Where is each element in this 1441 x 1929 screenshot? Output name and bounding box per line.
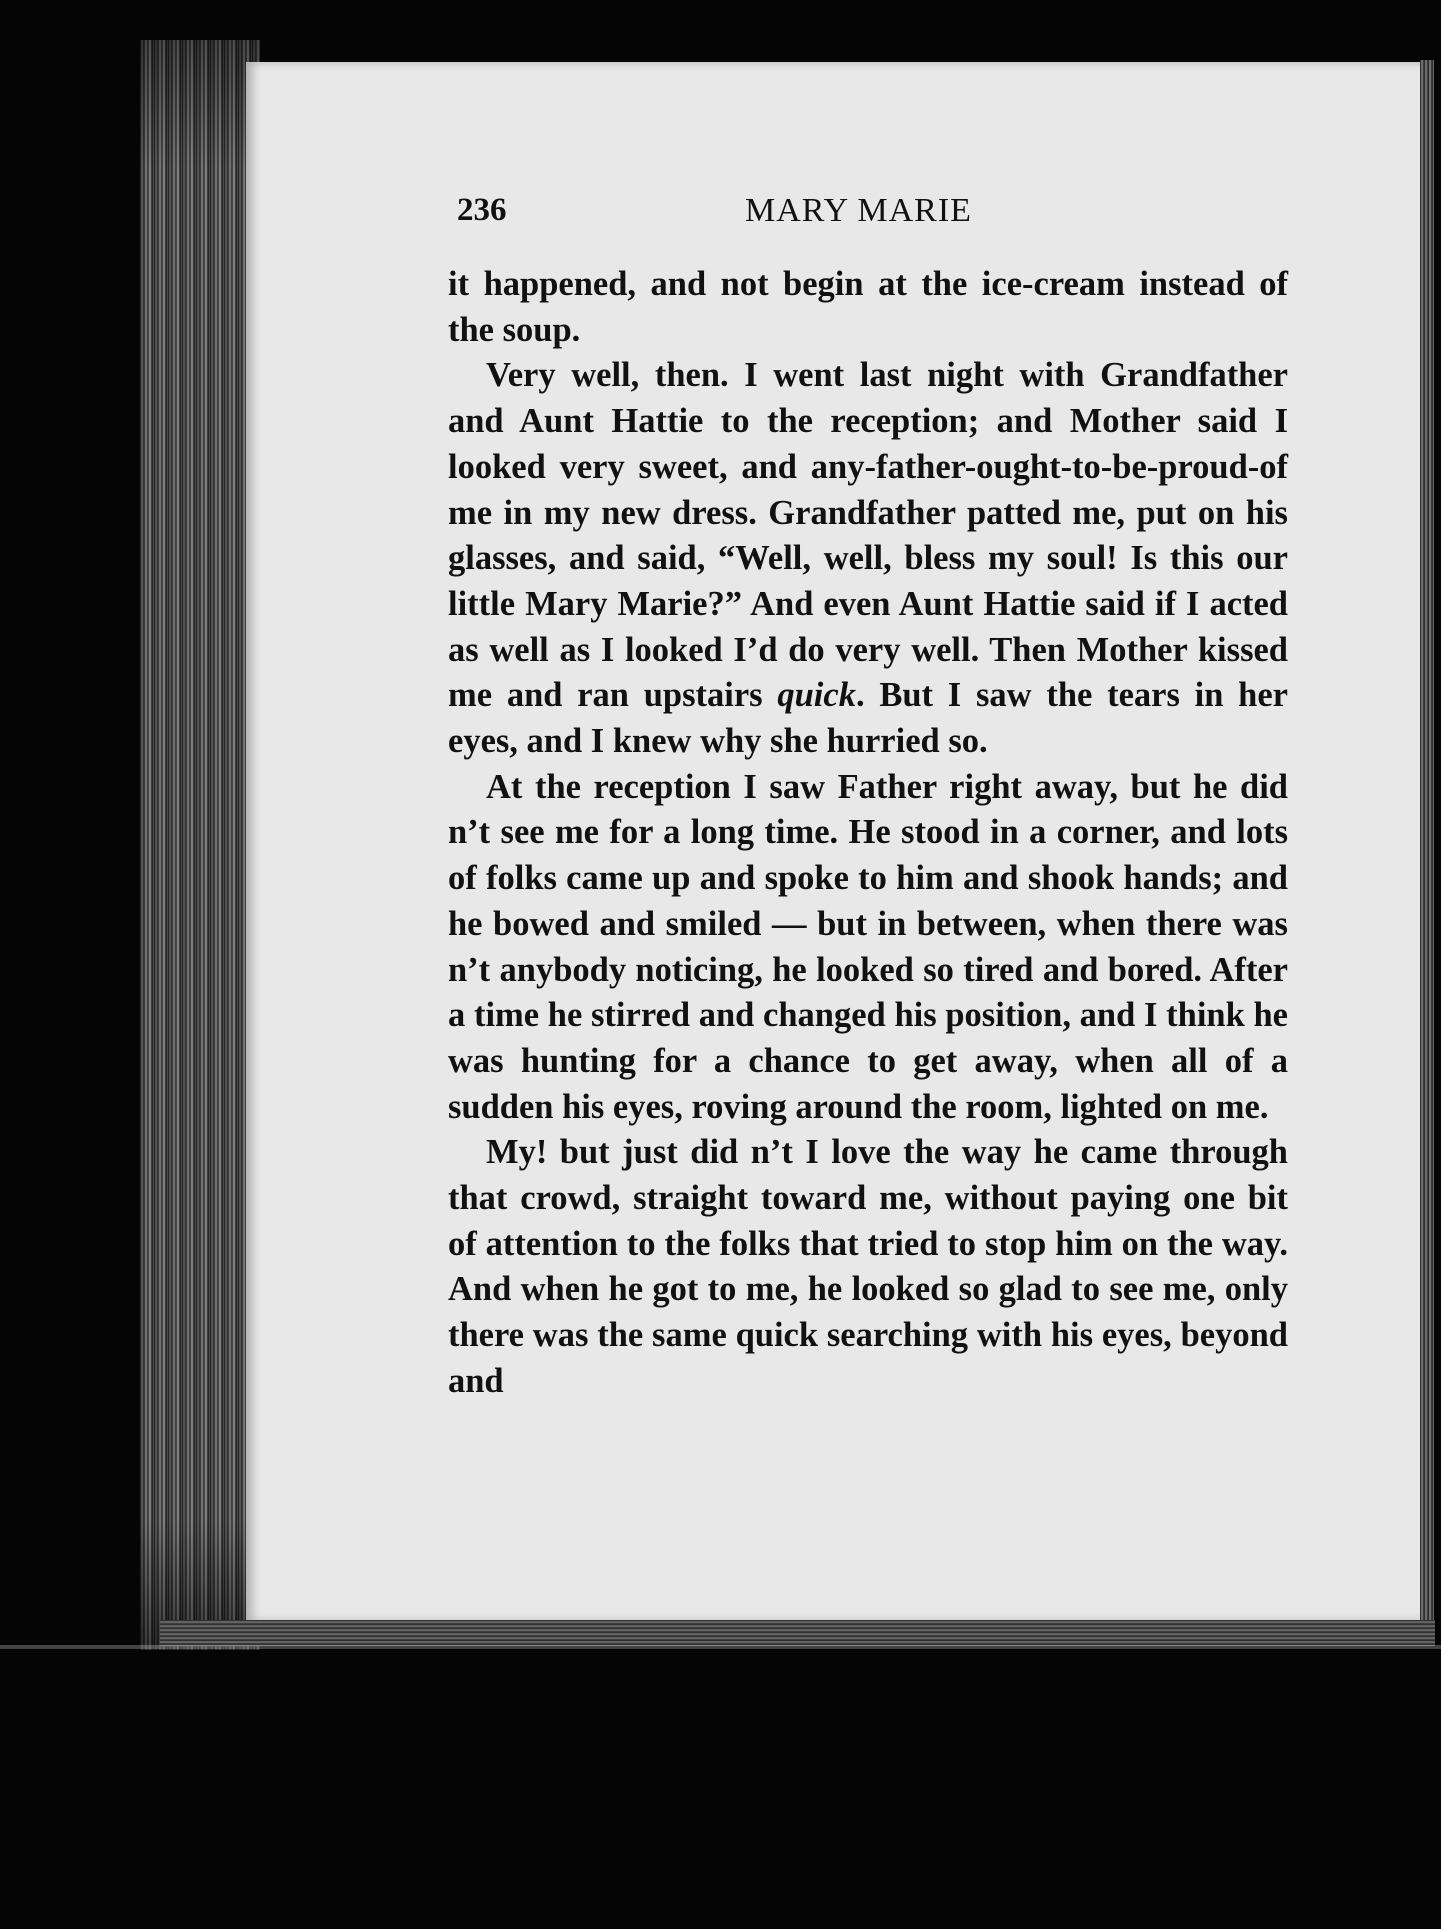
book-page-edges bbox=[140, 40, 260, 1650]
paragraph-1-text: it happened, and not begin at the ice-cream instead of the soup. bbox=[448, 265, 1288, 349]
book-bottom-edge bbox=[160, 1620, 1435, 1646]
running-title: MARY MARIE bbox=[745, 192, 972, 229]
paragraph-2-after: . But I saw the tears in her eyes, and I knew why she hurried so. bbox=[448, 676, 1288, 761]
paragraph-3-text: At the reception I saw Father right away, but he did n’t see me for a long time. He stood in a corner, and lots of folks came up and spoke to him and shook hands; and he bowed and smiled — but in between, when there was n’t anybody noticing, he looked so tired and bored. After a time he stirred and changed his position, and I think he was hunting for a chance to get away, when all of a sudden his eyes, roving around the room, lighted on me. bbox=[448, 767, 1288, 1126]
paragraph-4 bbox=[448, 1130, 1288, 1404]
page-header bbox=[457, 192, 1287, 242]
paragraph-1 bbox=[448, 262, 1288, 353]
body-text bbox=[448, 262, 1288, 1405]
paragraph-4-text: My! but just did n’t I love the way he came through that crowd, straight toward me, without paying one bit of attention to the folks that tried to stop him on the way. And when he got to me, he looked so glad to see me, only there was the same quick searching with his eyes, beyond and bbox=[448, 1133, 1288, 1400]
paragraph-2-text: Very well, then. I went last night with Grandfather and Aunt Hattie to the reception; and Mother said I looked very sweet, and any-father-ought-to-be-proud-of me in my new dress. Grandfather patted me, put on his glasses, and said, “Well, well, bless my soul! Is this our little Mary Marie?” And even Aunt Hattie said if I acted as well as I looked I’d do very well. Then Mother kissed me and ran upstairs bbox=[448, 356, 1288, 715]
paragraph-3 bbox=[448, 765, 1288, 1131]
page-number: 236 bbox=[457, 192, 507, 228]
book-right-edge bbox=[1420, 60, 1434, 1630]
scan-artifact-line bbox=[0, 1645, 1441, 1649]
paragraph-2 bbox=[448, 353, 1288, 764]
paragraph-2-italic: quick bbox=[777, 676, 856, 715]
